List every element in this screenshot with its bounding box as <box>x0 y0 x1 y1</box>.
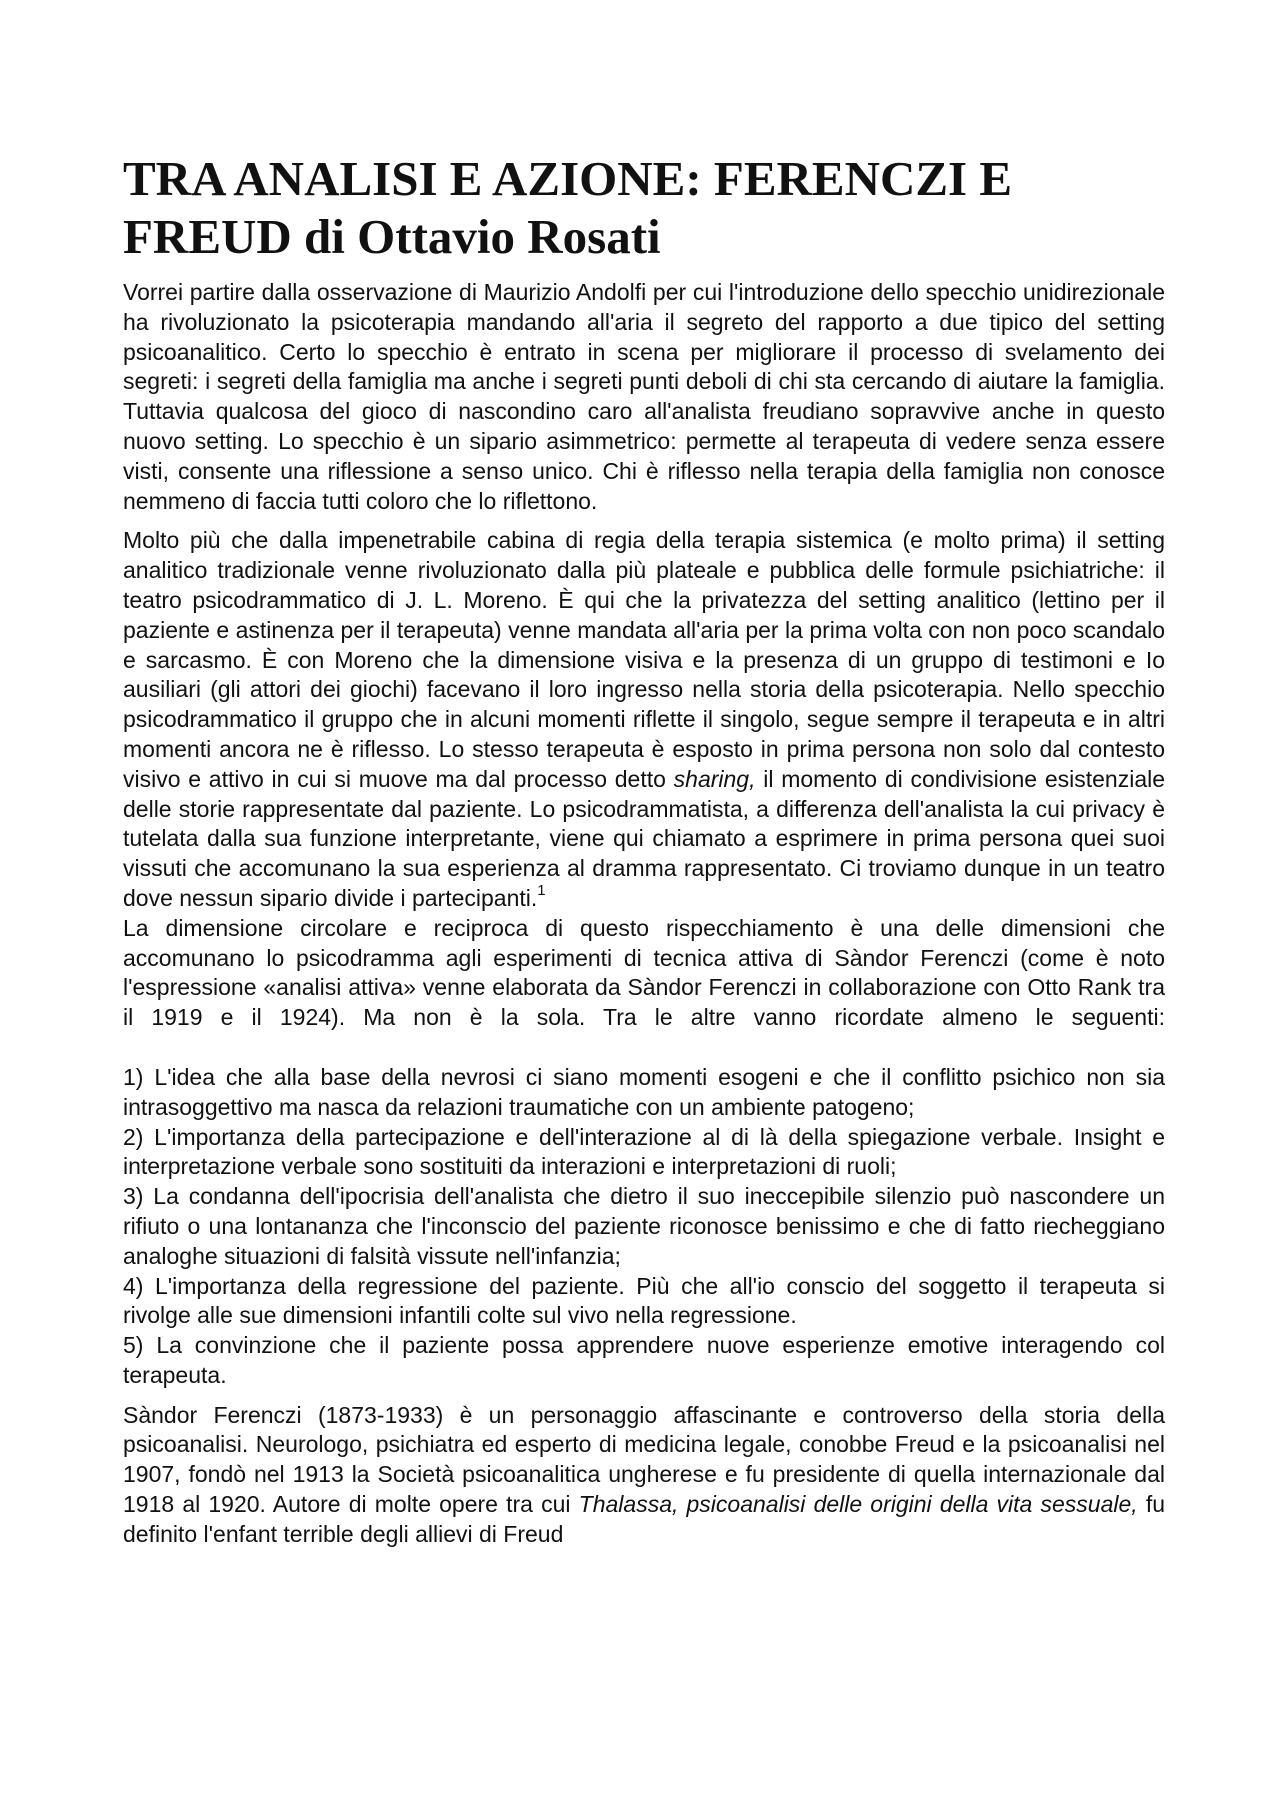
footnote-marker[interactable]: 1 <box>537 882 546 900</box>
paragraph-bio-text-b: fu definito l'enfant terrible degli allievi di Freud <box>123 1491 1166 1547</box>
page-title: TRA ANALISI E AZIONE: FERENCZI E FREUD di Ottavio Rosati <box>123 151 1013 264</box>
paragraph-ferenczi-intro: La dimensione circolare e reciproca di questo rispecchiamento è una delle dimensioni che accomunano lo psicodramma agli esperimenti di tecnica attiva di Sàndor Ferenczi (come è noto l'espressione «analisi attiva» venne elaborata da Sàndor Ferenczi in collaborazione con Otto Rank tra il 1919 e il 1924). Ma non è la sola. Tra le altre vanno ricordate almeno le seguenti: <box>123 914 1165 1031</box>
paragraph-moreno-text-a: Molto più che dalla impenetrabile cabina di regia della terapia sistemica (e molto prima) il setting analitico tradizionale venne rivoluzionato dalla più plateale e pubblica delle formule psichiatriche: il teatro psicodrammatico di J. L. Moreno. È qui che la privatezza del setting analitico (lettino per il paziente e astinenza per il terapeuta) venne mandata all'aria per la prima volta con non poco scandalo e sarcasmo. È con Moreno che la dimensione visiva e la presenza di un gruppo di testimoni e Io ausiliari (gli attori dei giochi) facevano il loro ingresso nella storia della psicoterapia. Nello specchio psicodrammatico il gruppo che in alcuni momenti riflette il singolo, segue sempre il terapeuta e in altri momenti ancora ne è riflesso. Lo stesso terapeuta è esposto in prima persona non solo dal contesto visivo e attivo in cui si muove ma dal processo detto <box>123 527 1165 792</box>
document-page <box>123 150 1165 1550</box>
paragraph-mirror: Vorrei partire dalla osservazione di Maurizio Andolfi per cui l'introduzione dello specchio unidirezionale ha rivoluzionato la psicoterapia mandando all'aria il segreto del rapporto a due tipico del setting psicoanalitico. Certo lo specchio è entrato in scena per migliorare il processo di svelamento dei segreti: i segreti della famiglia ma anche i segreti punti deboli di chi sta cercando di aiutare la famiglia. Tuttavia qualcosa del gioco di nascondino caro all'analista freudiano sopravvive anche in questo nuovo setting. Lo specchio è un sipario asimmetrico: permette al terapeuta di vedere senza essere visti, consente una riflessione a senso unico. Chi è riflesso nella terapia della famiglia non conosce nemmeno di faccia tutti coloro che lo riflettono. <box>123 279 1165 514</box>
paragraph-moreno-text-b: il momento di condivisione esistenziale delle storie rappresentate dal paziente. Lo psicodrammatista, a differenza dell'analista la cui privacy è tutelata dalla sua funzione interpretante, viene qui chiamato a esprimere in prima persona quei suoi vissuti che accomunano la sua esperienza al dramma rappresentato. Ci troviamo dunque in un teatro dove nessun sipario divide i partecipanti. <box>123 765 1166 911</box>
list-item-1: 1) L'idea che alla base della nevrosi ci siano momenti esogeni e che il conflitto psichico non sia intrasoggettivo ma nasca da relazioni traumatiche con un ambiente patogeno; <box>123 1063 1165 1120</box>
paragraph-bio-text-a: Sàndor Ferenczi (1873-1933) è un personaggio affascinante e controverso della storia della psicoanalisi. Neurologo, psichiatra ed esperto di medicina legale, conobbe Freud e la psicoanalisi nel 1907, fondò nel 1913 la Società psicoanalitica ungherese e fu presidente di quella internazionale dal 1918 al 1920. Autore di molte opere tra cui <box>123 1401 1165 1518</box>
list-item-2: 2) L'importanza della partecipazione e dell'interazione al di là della spiegazione verbale. Insight e interpretazione verbale sono sostituiti da interazioni e interpretazioni di ruoli; <box>123 1123 1165 1180</box>
thalassa-title: Thalassa, psicoanalisi delle origini della vita sessuale, <box>578 1491 1138 1518</box>
sharing-term: sharing, <box>673 765 756 792</box>
list-item-3: 3) La condanna dell'ipocrisia dell'analista che dietro il suo ineccepibile silenzio può nascondere un rifiuto o una lontananza che l'inconscio del paziente riconosce benissimo e che di fatto riecheggiano analoghe situazioni di falsità vissute nell'infanzia; <box>123 1183 1165 1269</box>
list-item-5: 5) La convinzione che il paziente possa apprendere nuove esperienze emotive interagendo col terapeuta. <box>123 1332 1165 1388</box>
paragraph-ferenczi-bio <box>123 1401 1165 1550</box>
blank-line <box>123 1033 1165 1063</box>
list-item-4: 4) L'importanza della regressione del paziente. Più che all'io conscio del soggetto il terapeuta si rivolge alle sue dimensioni infantili colte sul vivo nella regressione. <box>123 1272 1165 1329</box>
paragraph-moreno <box>123 526 1165 913</box>
